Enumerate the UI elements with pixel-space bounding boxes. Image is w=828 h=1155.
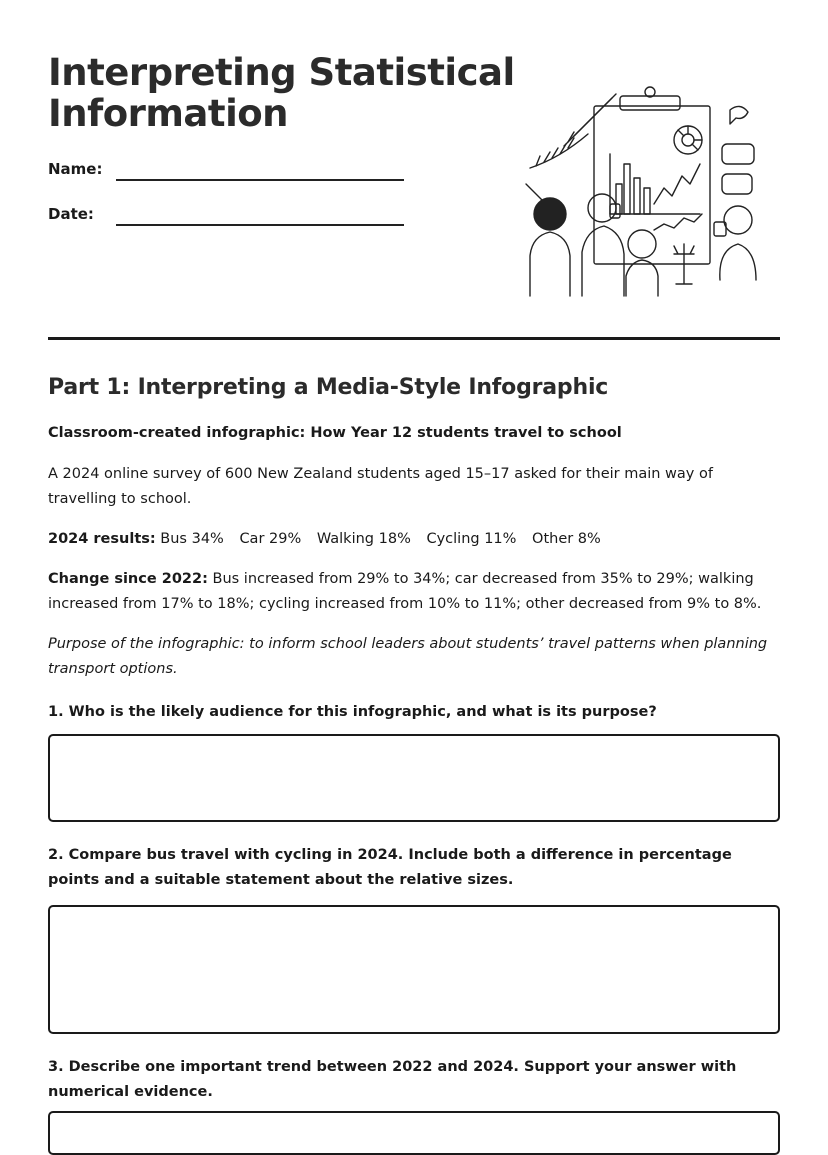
result-car: Car 29% xyxy=(239,531,302,547)
name-label: Name: xyxy=(48,160,103,178)
result-bus: Bus 34% xyxy=(160,531,224,547)
date-label: Date: xyxy=(48,205,94,223)
infographic-subtitle: Classroom-created infographic: How Year 12 students travel to school xyxy=(48,425,622,441)
date-line[interactable] xyxy=(116,224,404,226)
question-1: 1. Who is the likely audience for this infographic, and what is its purpose? xyxy=(48,704,657,720)
section-divider xyxy=(48,337,780,340)
worksheet-title: Interpreting Statistical Information xyxy=(48,51,515,135)
results-label: 2024 results: xyxy=(48,531,156,547)
results-line xyxy=(48,527,773,552)
answer-box-2[interactable] xyxy=(48,905,780,1034)
part1-heading: Part 1: Interpreting a Media-Style Infographic xyxy=(48,375,609,400)
change-text: Bus increased from 29% to 34%; car decreased from 35% to 29%; walking increased from 17% to 18%; cycling increased from 10% to 11%; other decreased from 9% to 8%. xyxy=(48,571,762,612)
purpose-text: Purpose of the infographic: to inform school leaders about students’ travel patterns when planning transport options. xyxy=(48,636,768,677)
question-3: 3. Describe one important trend between 2022 and 2024. Support your answer with numerical evidence. xyxy=(48,1059,737,1100)
name-field xyxy=(48,160,408,184)
date-field xyxy=(48,205,408,229)
purpose-paragraph xyxy=(48,632,773,681)
result-cycling: Cycling 11% xyxy=(426,531,517,547)
change-label: Change since 2022: xyxy=(48,571,208,587)
survey-intro: A 2024 online survey of 600 New Zealand students aged 15–17 asked for their main way of travelling to school. xyxy=(48,466,713,507)
question-2: 2. Compare bus travel with cycling in 2024. Include both a difference in percentage points and a suitable statement about the relative sizes. xyxy=(48,847,732,888)
result-walking: Walking 18% xyxy=(316,531,411,547)
change-paragraph xyxy=(48,567,773,616)
students-viewing-chart-illustration xyxy=(524,84,764,298)
name-line[interactable] xyxy=(116,179,404,181)
result-other: Other 8% xyxy=(532,531,601,547)
answer-box-1[interactable] xyxy=(48,734,780,822)
